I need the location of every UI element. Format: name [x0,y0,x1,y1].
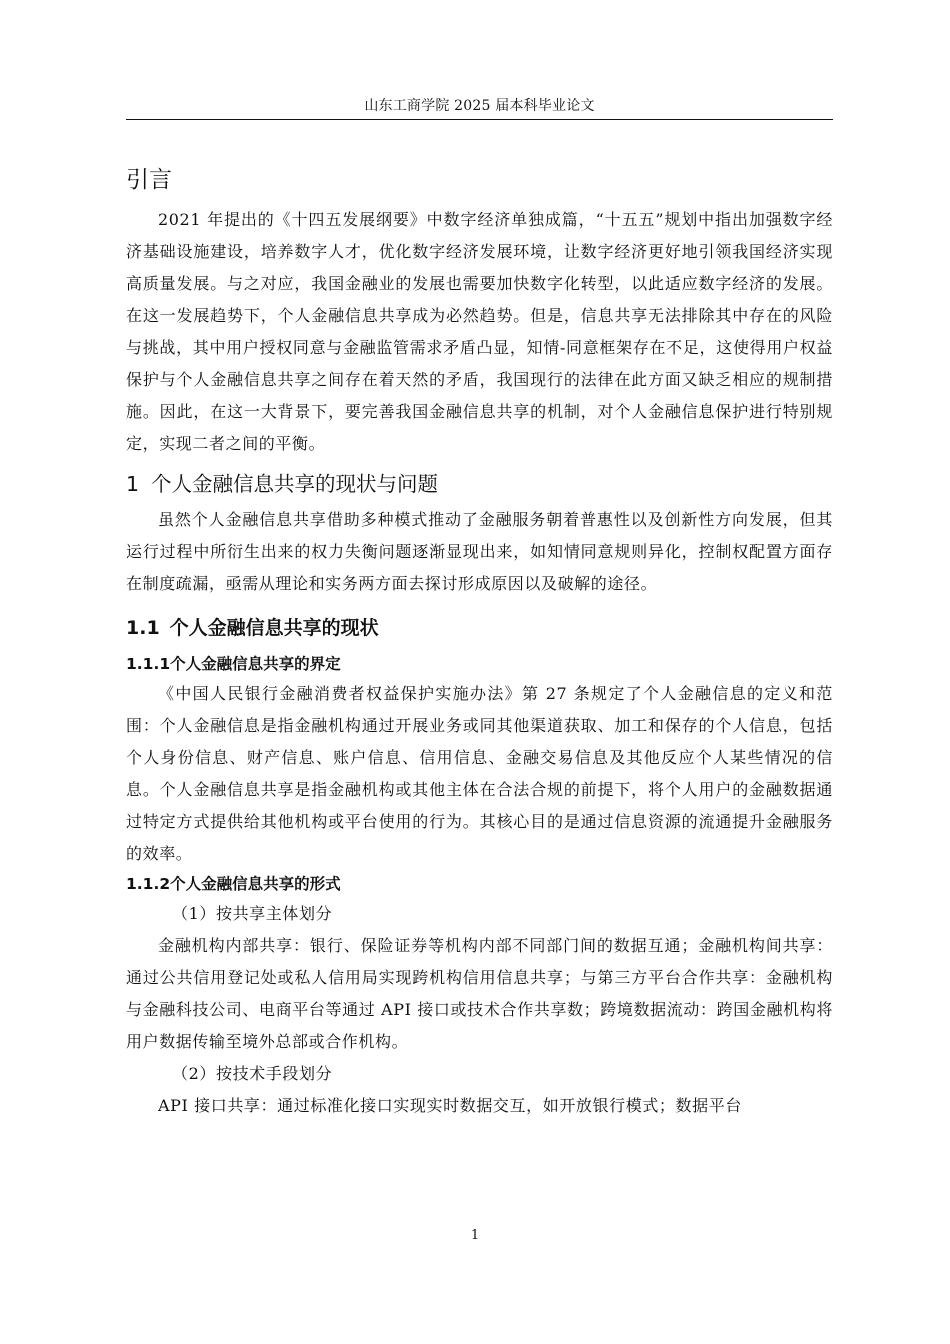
page-number: 1 [470,1228,480,1243]
page-body [126,160,833,1122]
section-1-1-1-paragraph: 《中国人民银行金融消费者权益保护实施办法》第 27 条规定了个人金融信息的定义和范围：个人金融信息是指金融机构通过开展业务或同其他渠道获取、加工和保存的个人信息，包括个人身份信息、财产信息、账户信息、信用信息、金融交易信息及其他反应个人某些情况的信息。个人金融信息共享是指金融机构或其他主体在合法合规的前提下，将个人用户的金融数据通过特定方式提供给其他机构或平台使用的行为。其核心目的是通过信息资源的流通提升金融服务的效率。 [126,684,833,863]
subheading-by-technology: （2）按技术手段划分 [172,1064,333,1083]
by-technology-paragraph: API 接口共享：通过标准化接口实现实时数据交互，如开放银行模式；数据平台 [158,1096,742,1115]
subheading-by-subject: （1）按共享主体划分 [172,904,333,923]
section-1-1-1-heading [126,650,833,678]
section-1-1-2-number: 1.1.2 [126,875,171,893]
section-1-heading [126,464,833,504]
running-header: 山东工商学院 2025 届本科毕业论文 [364,98,595,114]
section-1-1-title: 个人金融信息共享的现状 [169,617,379,639]
section-1-1-1-number: 1.1.1 [126,655,171,673]
section-1-1-number: 1.1 [126,617,160,639]
section-1-1-1-title: 个人金融信息共享的界定 [170,655,341,673]
section-1-1-2-title: 个人金融信息共享的形式 [170,875,341,893]
section-1-1-heading [126,608,833,648]
intro-title: 引言 [126,167,172,193]
header-rule [126,119,833,120]
by-subject-paragraph: 金融机构内部共享：银行、保险证券等机构内部不同部门间的数据互通；金融机构间共享：通过公共信用登记处或私人信用局实现跨机构信用信息共享；与第三方平台合作共享：金融机构与金融科技公司、电商平台等通过 API 接口或技术合作共享数；跨境数据流动：跨国金融机构将用户数据传输至境外总部或合作机构。 [126,936,833,1051]
section-1-title: 个人金融信息共享的现状与问题 [151,472,439,496]
section-1-1-2-heading [126,870,833,898]
section-1-paragraph: 虽然个人金融信息共享借助多种模式推动了金融服务朝着普惠性以及创新性方向发展，但其运行过程中所衍生出来的权力失衡问题逐渐显现出来，如知情同意规则异化，控制权配置方面存在制度疏漏，亟需从理论和实务两方面去探讨形成原因以及破解的途径。 [126,510,833,593]
section-1-number: 1 [126,472,140,496]
intro-paragraph: 2021 年提出的《十四五发展纲要》中数字经济单独成篇，“十五五”规划中指出加强数字经济基础设施建设，培养数字人才，优化数字经济发展环境，让数字经济更好地引领我国经济实现高质量发展。与之对应，我国金融业的发展也需要加快数字化转型，以此适应数字经济的发展。在这一发展趋势下，个人金融信息共享成为必然趋势。但是，信息共享无法排除其中存在的风险与挑战，其中用户授权同意与金融监管需求矛盾凸显，知情-同意框架存在不足，这使得用户权益保护与个人金融信息共享之间存在着天然的矛盾，我国现行的法律在此方面又缺乏相应的规制措施。因此，在这一大背景下，要完善我国金融信息共享的机制，对个人金融信息保护进行特别规定，实现二者之间的平衡。 [126,210,833,453]
